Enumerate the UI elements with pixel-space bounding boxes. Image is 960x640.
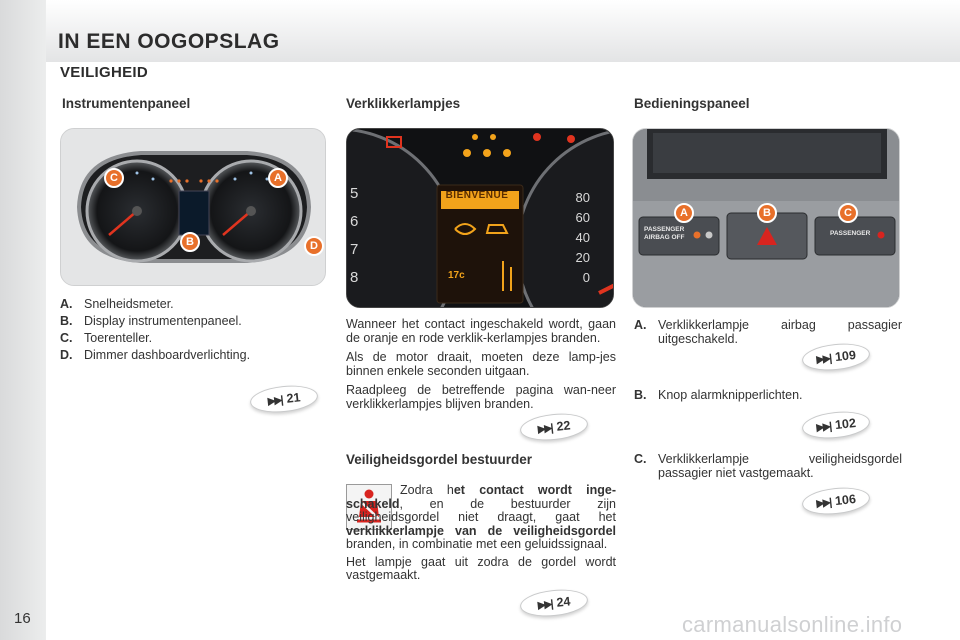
callout-a-instrument: A — [268, 168, 288, 188]
page-ref-102[interactable]: ▶▶| 102 — [801, 409, 871, 442]
page-ref-109[interactable]: ▶▶| 109 — [801, 341, 871, 374]
watermark: carmanualsonline.info — [682, 612, 903, 637]
page-ref-106[interactable]: ▶▶| 106 — [801, 485, 871, 518]
list-item: C. Toerenteller. — [60, 331, 153, 345]
callout-c-instrument: C — [104, 168, 124, 188]
label-passenger-airbag-off: PASSENGER AIRBAG OFF — [644, 226, 685, 241]
section-title: VEILIGHEID — [60, 64, 149, 81]
list-item: A. Snelheidsmeter. — [60, 297, 174, 311]
callout-c-control: C — [838, 203, 858, 223]
heading-veiligheidsgordel: Veiligheidsgordel bestuurder — [346, 452, 533, 467]
callout-b-instrument: B — [180, 232, 200, 252]
callout-a-control: A — [674, 203, 694, 223]
seatbelt-text: Zodra het contact wordt inge-schakeld, en de bestuurder zijn veiligheidsgordel niet draagt, gaat het verklikkerlampje van de veiligheidsgordel branden, in combinatie met een geluidssignaal. Het lampje gaat uit zodra de gordel wordt vastgemaakt. — [346, 483, 616, 582]
page-ref-22[interactable]: ▶▶| 22 — [519, 411, 589, 444]
instrument-list — [60, 296, 330, 364]
instrument-cluster-photo — [60, 128, 326, 286]
gauge-right-ticks: 80 60 40 20 0 — [575, 190, 590, 285]
page-number: 16 — [14, 610, 31, 627]
page-ref-24[interactable]: ▶▶| 24 — [519, 587, 589, 620]
left-margin-band — [0, 0, 46, 640]
heading-verklikkerlampjes: Verklikkerlampjes — [346, 96, 461, 111]
gauge-left-ticks: 5 6 7 8 — [350, 185, 359, 286]
display-temperature: 17c — [448, 270, 465, 281]
heading-instrumentenpaneel: Instrumentenpaneel — [62, 96, 191, 111]
page-title: IN EEN OOGOPSLAG — [58, 30, 280, 53]
control-item-c: C. Verklikkerlampje veiligheidsgordel passagier niet vastgemaakt. — [634, 452, 902, 480]
display-bienvenue: BIENVENUE — [445, 190, 509, 201]
label-passenger: PASSENGER — [830, 230, 871, 237]
page-ref-21[interactable]: ▶▶| 21 — [249, 383, 319, 416]
warning-text: Wanneer het contact ingeschakeld wordt, gaan de oranje en rode verklik-kerlampjes branden. Als de motor draait, moeten deze lamp-jes binnen enkele seconden uitgaan. Raadpleeg de betreffende pagina wan-neer verklikkerlampjes blijven branden. — [346, 317, 616, 411]
callout-b-control: B — [757, 203, 777, 223]
list-item: B. Display instrumentenpaneel. — [60, 314, 242, 328]
heading-bedieningspaneel: Bedieningspaneel — [634, 96, 750, 111]
control-item-b: B. Knop alarmknipperlichten. — [634, 388, 803, 402]
callout-d-instrument: D — [304, 236, 324, 256]
list-item: D. Dimmer dashboardverlichting. — [60, 348, 251, 362]
control-item-a: A. Verklikkerlampje airbag passagier uitgeschakeld. — [634, 318, 902, 346]
